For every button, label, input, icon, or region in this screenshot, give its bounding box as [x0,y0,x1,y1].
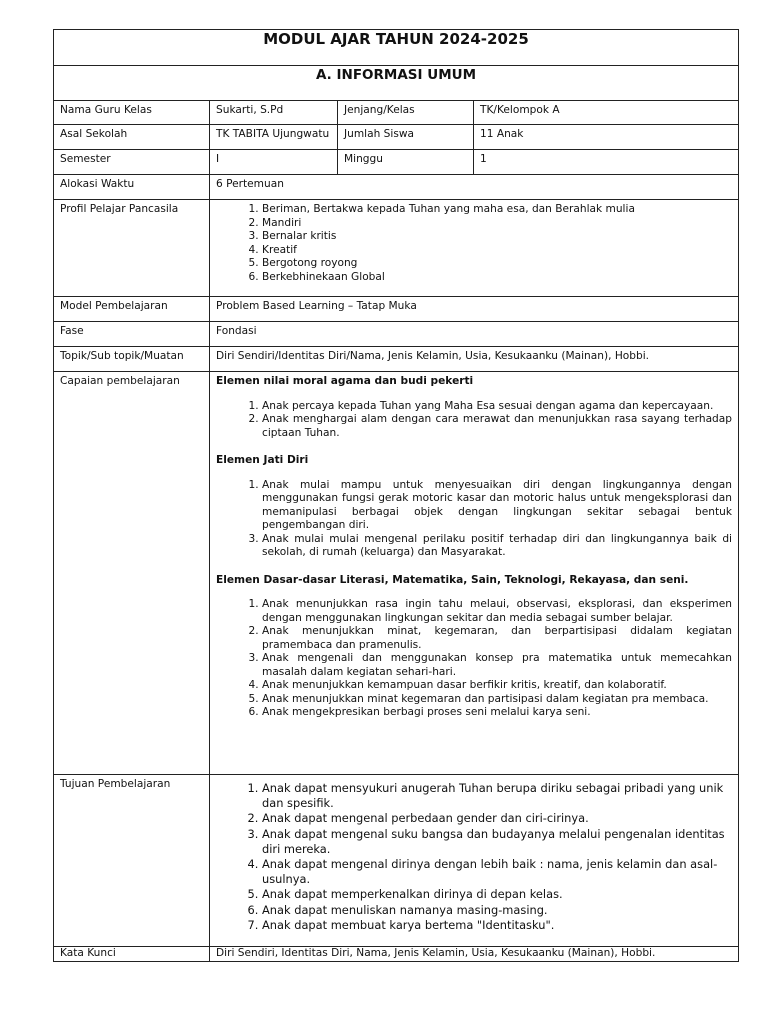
list-item: 6. Berkebhinekaan Global [262,271,732,285]
row-kata-kunci [54,947,739,962]
value-jumlah-siswa: 11 Anak [474,125,739,150]
label-semester: Semester [54,150,210,175]
label-jumlah-siswa: Jumlah Siswa [338,125,474,150]
row-alokasi [54,175,739,200]
label-capaian-pembelajaran: Capaian pembelajaran [54,372,210,775]
row-guru [54,101,739,125]
list-item: 4. Kreatif [262,244,732,258]
value-profil-pelajar [210,200,739,297]
capaian-list-1 [216,400,732,441]
value-topik: Diri Sendiri/Identitas Diri/Nama, Jenis Kelamin, Usia, Kesukaanku (Mainan), Hobbi. [210,347,739,372]
list-item: 3. Anak dapat mengenal suku bangsa dan budayanya melalui pengenalan identitas diri mereka. [262,827,732,857]
value-jenjang: TK/Kelompok A [474,101,739,125]
row-fase [54,322,739,347]
value-capaian-pembelajaran [210,372,739,775]
list-item: 2. Anak dapat mengenal perbedaan gender dan ciri-cirinya. [262,811,732,826]
list-item: 2. Anak menghargai alam dengan cara merawat dan menunjukkan rasa sayang terhadap ciptaan Tuhan. [262,413,732,440]
capaian-list-2 [216,479,732,560]
list-item: 5. Bergotong royong [262,257,732,271]
row-model [54,297,739,322]
heading-elemen-jati-diri: Elemen Jati Diri [216,454,309,466]
list-item: 3. Bernalar kritis [262,230,732,244]
heading-elemen-literasi: Elemen Dasar-dasar Literasi, Matematika, Sain, Teknologi, Rekayasa, dan seni. [216,573,689,586]
row-topik [54,347,739,372]
capaian-list-3 [216,598,732,720]
value-alokasi-waktu: 6 Pertemuan [210,175,739,200]
label-jenjang: Jenjang/Kelas [338,101,474,125]
row-capaian [54,372,739,775]
value-minggu: 1 [474,150,739,175]
list-item: 6. Anak dapat menuliskan namanya masing-masing. [262,903,732,918]
row-semester [54,150,739,175]
value-kata-kunci: Diri Sendiri, Identitas Diri, Nama, Jenis Kelamin, Usia, Kesukaanku (Mainan), Hobbi. [210,947,739,962]
value-semester: I [210,150,338,175]
list-item: 3. Anak mulai mulai mengenal perilaku positif terhadap diri dan lingkungannya baik di sekolah, di rumah (keluarga) dan Masyarakat. [262,533,732,560]
row-tujuan [54,775,739,947]
value-model-pembelajaran: Problem Based Learning – Tatap Muka [210,297,739,322]
list-item: 3. Anak mengenali dan menggunakan konsep pra matematika untuk memecahkan masalah dalam kegiatan sehari-hari. [262,652,732,679]
value-tujuan-pembelajaran [210,775,739,947]
tujuan-list [216,781,732,933]
list-item: 7. Anak dapat membuat karya bertema "Identitasku". [262,918,732,933]
label-model-pembelajaran: Model Pembelajaran [54,297,210,322]
list-item: 1. Anak dapat mensyukuri anugerah Tuhan berupa diriku sebagai pribadi yang unik dan spesifik. [262,781,732,811]
list-item: 5. Anak dapat memperkenalkan dirinya di depan kelas. [262,887,732,902]
label-alokasi-waktu: Alokasi Waktu [54,175,210,200]
list-item: 1. Beriman, Bertakwa kepada Tuhan yang maha esa, dan Berahlak mulia [262,203,732,217]
value-asal-sekolah: TK TABITA Ujungwatu [210,125,338,150]
section-heading-informasi-umum: A. INFORMASI UMUM [54,66,739,101]
value-nama-guru: Sukarti, S.Pd [210,101,338,125]
label-tujuan-pembelajaran: Tujuan Pembelajaran [54,775,210,947]
modul-ajar-table [53,29,739,962]
list-item: 1. Anak percaya kepada Tuhan yang Maha Esa sesuai dengan agama dan kepercayaan. [262,400,732,414]
label-nama-guru: Nama Guru Kelas [54,101,210,125]
list-item: 2. Anak menunjukkan minat, kegemaran, dan berpartisipasi didalam kegiatan pramembaca dan pramenulis. [262,625,732,652]
list-item: 2. Mandiri [262,217,732,231]
value-fase: Fondasi [210,322,739,347]
heading-elemen-moral: Elemen nilai moral agama dan budi pekerti [216,375,474,387]
label-minggu: Minggu [338,150,474,175]
label-topik: Topik/Sub topik/Muatan [54,347,210,372]
row-profil [54,200,739,297]
label-kata-kunci: Kata Kunci [54,947,210,962]
label-fase: Fase [54,322,210,347]
list-item: 6. Anak mengekpresikan berbagi proses seni melalui karya seni. [262,706,732,720]
row-sekolah [54,125,739,150]
list-item: 4. Anak dapat mengenal dirinya dengan lebih baik : nama, jenis kelamin dan asal-usulnya. [262,857,732,887]
list-item: 1. Anak mulai mampu untuk menyesuaikan diri dengan lingkungannya dengan menggunakan fungsi gerak motoric kasar dan motoric halus untuk mengeksplorasi dan memanipulasi berbagai objek dengan lingkungan sekitar sebagai bentuk pengembangan diri. [262,479,732,533]
document-title: MODUL AJAR TAHUN 2024-2025 [54,30,739,66]
list-item: 5. Anak menunjukkan minat kegemaran dan partisipasi dalam kegiatan pra membaca. [262,693,732,707]
list-item: 1. Anak menunjukkan rasa ingin tahu melaui, observasi, eksplorasi, dan eksperimen dengan menggunakan lingkungan sekitar dan media sebagai sumber belajar. [262,598,732,625]
label-profil-pelajar: Profil Pelajar Pancasila [54,200,210,297]
label-asal-sekolah: Asal Sekolah [54,125,210,150]
profil-list [216,203,732,284]
list-item: 4. Anak menunjukkan kemampuan dasar berfikir kritis, kreatif, dan kolaboratif. [262,679,732,693]
